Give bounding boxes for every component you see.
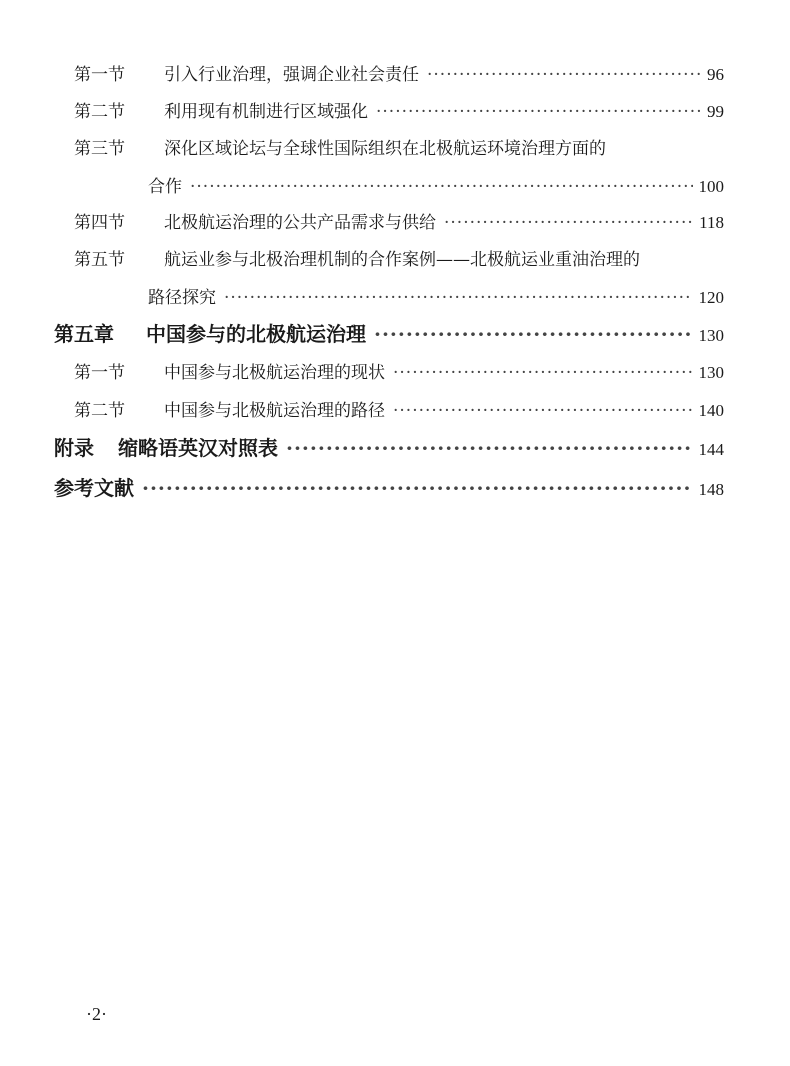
dot-leader bbox=[393, 363, 693, 383]
section-title: 中国参与北极航运治理的现状 bbox=[164, 363, 385, 383]
toc-entry-continuation bbox=[148, 172, 724, 197]
dot-leader bbox=[224, 288, 693, 308]
section-title: 引入行业治理，强调企业社会责任 bbox=[164, 65, 419, 85]
toc-entry-continuation bbox=[148, 283, 724, 308]
appendix-label: 附录 bbox=[54, 436, 94, 460]
dot-leader bbox=[393, 401, 693, 421]
section-label: 第一节 bbox=[74, 363, 125, 383]
section-title: 中国参与北极航运治理的路径 bbox=[164, 401, 385, 421]
references-title: 参考文献 bbox=[54, 476, 134, 500]
page-number: 118 bbox=[699, 213, 724, 232]
toc-entry-section bbox=[74, 134, 724, 159]
toc-entry-section bbox=[74, 245, 724, 270]
toc-entry-references bbox=[54, 472, 724, 501]
section-title-continued: 合作 bbox=[148, 177, 182, 197]
section-title: 深化区域论坛与全球性国际组织在北极航运环境治理方面的 bbox=[164, 139, 606, 159]
section-label: 第四节 bbox=[74, 213, 125, 233]
toc-entry-section bbox=[74, 358, 724, 383]
toc-entry-section bbox=[74, 208, 724, 233]
dot-leader bbox=[142, 476, 693, 500]
page-footer-number: ·2· bbox=[86, 1004, 107, 1024]
chapter-label: 第五章 bbox=[54, 322, 114, 346]
page-number: 120 bbox=[698, 288, 724, 307]
page-number: 144 bbox=[698, 440, 724, 459]
section-label: 第一节 bbox=[74, 65, 125, 85]
page-number: 140 bbox=[698, 401, 724, 420]
chapter-title: 中国参与的北极航运治理 bbox=[146, 322, 366, 346]
dot-leader bbox=[286, 436, 693, 460]
page-number: 100 bbox=[698, 177, 724, 196]
page-number: 130 bbox=[698, 326, 724, 345]
appendix-title: 缩略语英汉对照表 bbox=[118, 436, 278, 460]
section-label: 第五节 bbox=[74, 250, 125, 270]
section-label: 第二节 bbox=[74, 401, 125, 421]
section-label: 第二节 bbox=[74, 102, 125, 122]
dot-leader bbox=[444, 213, 693, 233]
page-number: 148 bbox=[698, 480, 724, 499]
section-label: 第三节 bbox=[74, 139, 125, 159]
dot-leader bbox=[374, 322, 693, 346]
dot-leader bbox=[376, 102, 701, 122]
toc-entry-appendix bbox=[54, 432, 724, 461]
dot-leader bbox=[190, 177, 693, 197]
section-title: 航运业参与北极治理机制的合作案例——北极航运业重油治理的 bbox=[164, 250, 640, 270]
section-title-continued: 路径探究 bbox=[148, 288, 216, 308]
toc-entry-section bbox=[74, 396, 724, 421]
toc-entry-section bbox=[74, 60, 724, 85]
toc-entry-section bbox=[74, 97, 724, 122]
dot-leader bbox=[427, 65, 701, 85]
section-title: 利用现有机制进行区域强化 bbox=[164, 102, 368, 122]
page-number: 130 bbox=[698, 363, 724, 382]
page-number: 99 bbox=[707, 102, 724, 121]
page-number: 96 bbox=[707, 65, 724, 84]
toc-entry-chapter bbox=[54, 318, 724, 347]
section-title: 北极航运治理的公共产品需求与供给 bbox=[164, 213, 436, 233]
